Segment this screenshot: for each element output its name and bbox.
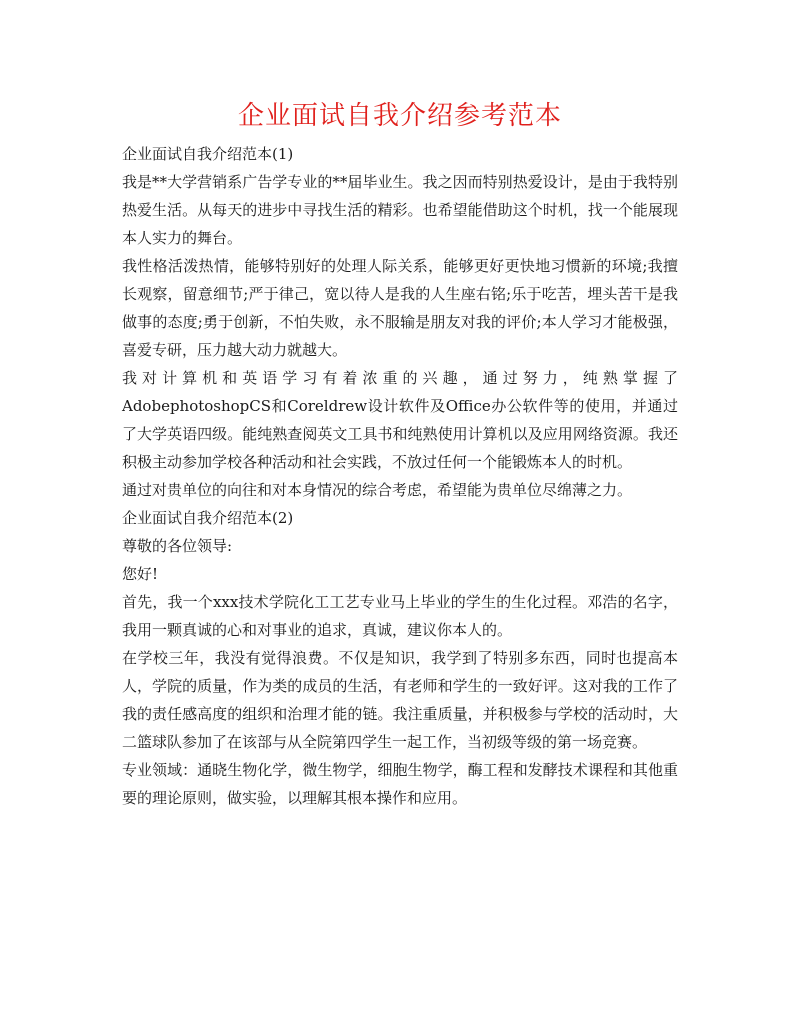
paragraph: 我性格活泼热情，能够特别好的处理人际关系，能够更好更快地习惯新的环境;我擅长观察，留意细节;严于律己，宽以待人是我的人生座右铭;乐于吃苦，埋头苦干是我做事的态度;勇于创新，不怕失败，永不服输是朋友对我的评价;本人学习才能极强，喜爱专研，压力越大动力就越大。 (122, 257, 678, 359)
salutation: 尊敬的各位领导: (122, 537, 233, 555)
greeting: 您好! (122, 565, 159, 583)
section-heading-1: 企业面试自我介绍范本(1) (122, 145, 294, 163)
document-title: 企业面试自我介绍参考范本 (237, 101, 562, 131)
paragraph: 首先，我一个xxx技术学院化工工艺专业马上毕业的学生的生化过程。邓浩的名字，我用一颗真诚的心和对事业的追求，真诚，建议你本人的。 (122, 593, 678, 639)
paragraph: 通过对贵单位的向往和对本身情况的综合考虑，希望能为贵单位尽绵薄之力。 (122, 481, 633, 499)
paragraph: 我是**大学营销系广告学专业的**届毕业生。我之因而特别热爱设计，是由于我特别热爱生活。从每天的进步中寻找生活的精彩。也希望能借助这个时机，找一个能展现本人实力的舞台。 (122, 173, 678, 247)
section-heading-2: 企业面试自我介绍范本(2) (122, 509, 294, 527)
document-page (122, 98, 678, 812)
paragraph: 我对计算机和英语学习有着浓重的兴趣，通过努力，纯熟掌握了AdobephotoshopCS和Coreldrew设计软件及Office办公软件等的使用，并通过了大学英语四级。能纯熟查阅英文工具书和纯熟使用计算机以及应用网络资源。我还积极主动参加学校各种活动和社会实践，不放过任何一个能锻炼本人的时机。 (122, 369, 678, 471)
paragraph: 在学校三年，我没有觉得浪费。不仅是知识，我学到了特别多东西，同时也提高本人，学院的质量，作为类的成员的生活，有老师和学生的一致好评。这对我的工作了我的责任感高度的组织和治理才能的链。我注重质量，并积极参与学校的活动时，大二篮球队参加了在该部与从全院第四学生一起工作，当初级等级的第一场竞赛。 (122, 649, 678, 751)
paragraph: 专业领域：通晓生物化学，微生物学，细胞生物学，酶工程和发酵技术课程和其他重要的理论原则，做实验，以理解其根本操作和应用。 (122, 761, 678, 807)
